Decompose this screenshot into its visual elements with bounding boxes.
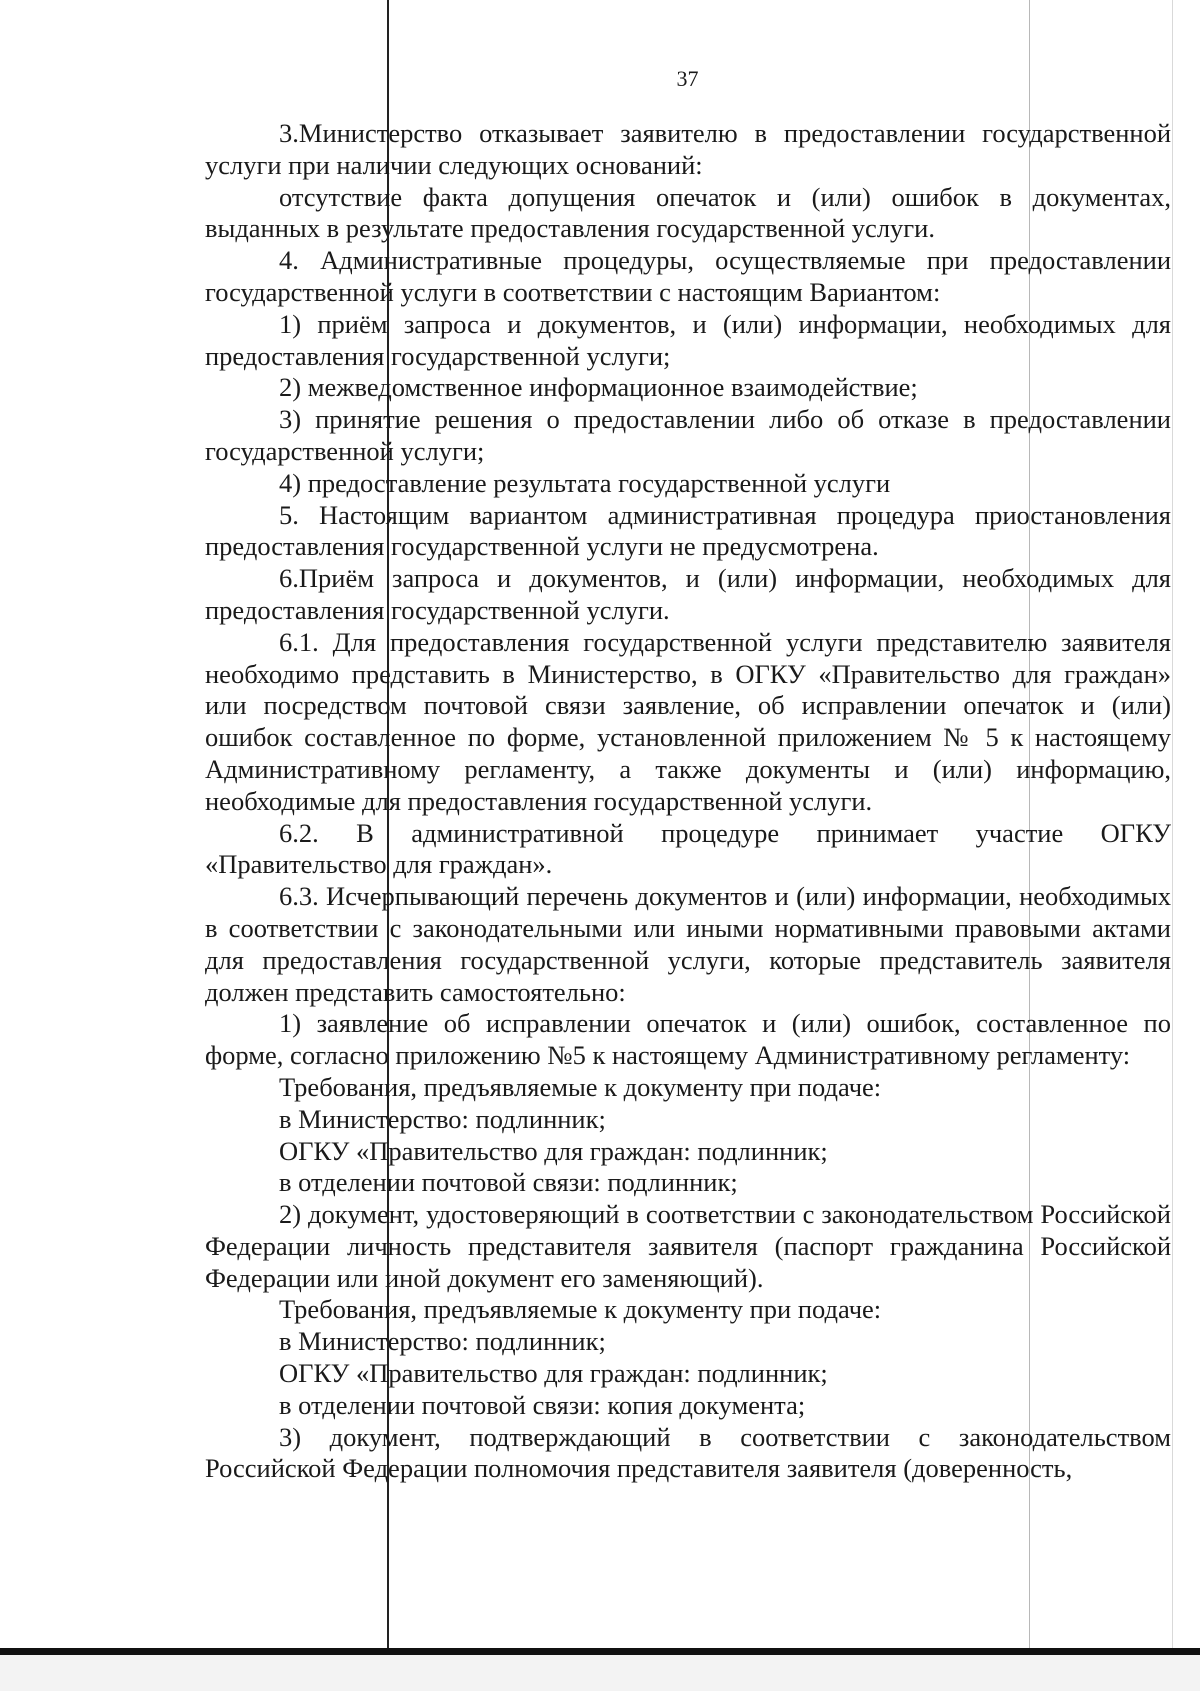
paragraph: 3.Министерство отказывает заявителю в предоставлении государственной услуги при наличии следующих оснований: <box>205 118 1171 180</box>
paragraph: 4) предоставление результата государственной услуги <box>279 467 891 498</box>
paragraph: 2) межведомственное информационное взаимодействие; <box>279 372 918 403</box>
paragraph: Требования, предъявляемые к документу при подаче: <box>279 1294 882 1325</box>
scan-bottom-bar <box>0 1648 1200 1655</box>
paragraph: ОГКУ «Правительство для граждан: подлинник; <box>279 1135 828 1166</box>
paragraph: 6.2. В административной процедуре принимает участие ОГКУ «Правительство для граждан». <box>205 817 1171 880</box>
paragraph: 3) принятие решения о предоставлении либо об отказе в предоставлении государственной услуги; <box>205 404 1171 466</box>
document-body <box>205 118 1171 1485</box>
paragraph: Требования, предъявляемые к документу при подаче: <box>279 1071 882 1102</box>
paragraph: в отделении почтовой связи: подлинник; <box>279 1167 738 1198</box>
paragraph: в Министерство: подлинник; <box>279 1326 606 1357</box>
page-number: 37 <box>676 66 699 91</box>
paragraph: 6.1. Для предоставления государственной услуги представителю заявителя необходимо представить в Министерство, в ОГКУ «Правительство для граждан» или посредством почтовой связи заявление, об исправлении опечаток и (или) ошибок составленное по форме, установленной приложением № 5 к настоящему Административному регламенту, а также документы и (или) информацию, необходимые для предоставления государственной услуги. <box>205 626 1171 816</box>
paragraph: 5. Настоящим вариантом административная процедура приостановления предоставления государственной услуги не предусмотрена. <box>205 499 1171 562</box>
scan-line-right <box>1172 0 1173 1691</box>
paragraph: 6.Приём запроса и документов, и (или) информации, необходимых для предоставления государственной услуги. <box>205 563 1171 625</box>
paragraph: ОГКУ «Правительство для граждан: подлинник; <box>279 1358 828 1389</box>
paragraph: 4. Административные процедуры, осуществляемые при предоставлении государственной услуги в соответствии с настоящим Вариантом: <box>205 245 1171 307</box>
paragraph: 2) документ, удостоверяющий в соответствии с законодательством Российской Федерации личность представителя заявителя (паспорт гражданина Российской Федерации или иной документ его заменяющий). <box>205 1199 1171 1293</box>
paragraph: 1) приём запроса и документов, и (или) информации, необходимых для предоставления государственной услуги; <box>205 308 1171 371</box>
paragraph: 3) документ, подтверждающий в соответствии с законодательством Российской Федерации полномочия представителя заявителя (доверенность, <box>205 1421 1171 1484</box>
paragraph: в отделении почтовой связи: копия документа; <box>279 1389 806 1420</box>
paragraph: 6.3. Исчерпывающий перечень документов и (или) информации, необходимых в соответствии с законодательными или иными нормативными правовыми актами для предоставления государственной услуги, которые представитель заявителя должен представить самостоятельно: <box>205 881 1171 1007</box>
paragraph: отсутствие факта допущения опечаток и (или) ошибок в документах, выданных в результате предоставления государственной услуги. <box>205 181 1171 244</box>
paragraph: 1) заявление об исправлении опечаток и (или) ошибок, составленное по форме, согласно приложению №5 к настоящему Административному регламенту: <box>205 1008 1171 1071</box>
scan-bottom-strip <box>0 1655 1200 1691</box>
paragraph: в Министерство: подлинник; <box>279 1103 606 1134</box>
